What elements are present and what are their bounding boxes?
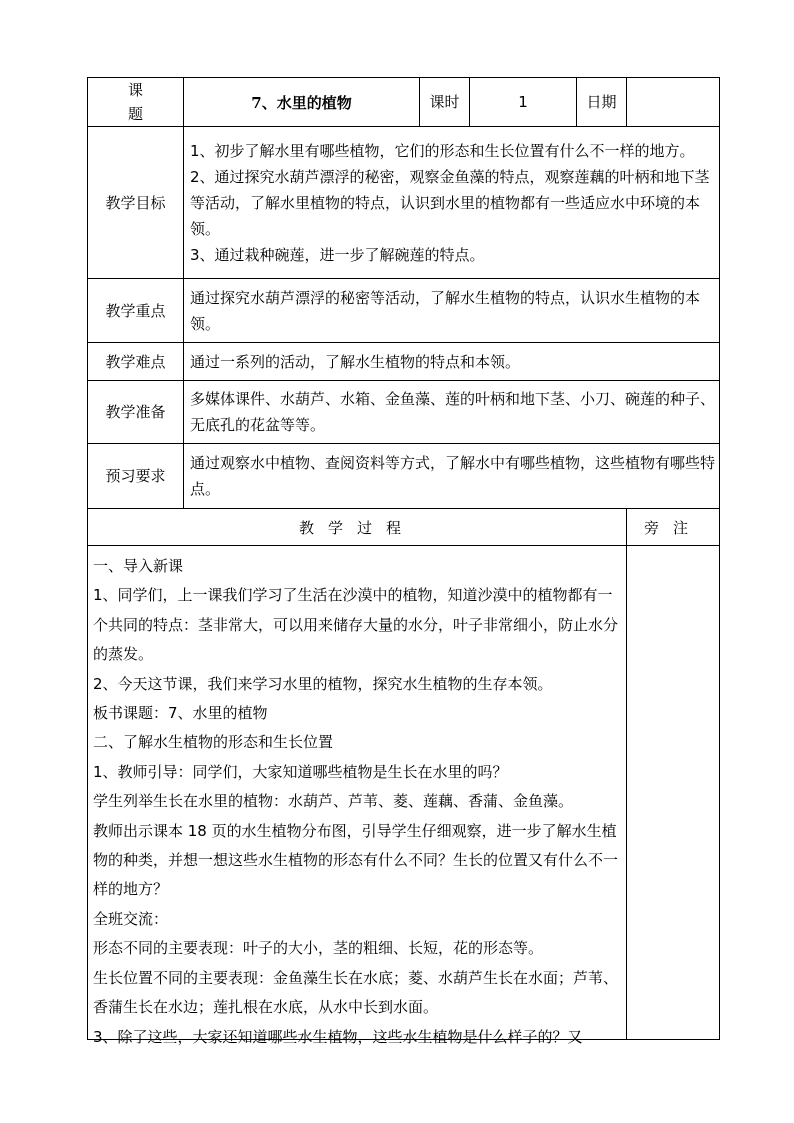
process-line: 学生列举生长在水里的植物：水葫芦、芦苇、菱、莲藕、香蒲、金鱼藻。 bbox=[93, 792, 574, 811]
objective-1: 1、初步了解水里有哪些植物，它们的形态和生长位置有什么不一样的地方。 bbox=[190, 141, 695, 160]
preparation-label: 教学准备 bbox=[88, 381, 184, 444]
header-row bbox=[88, 78, 720, 127]
notes-cell bbox=[627, 546, 720, 1040]
notes-header: 旁注 bbox=[627, 509, 720, 546]
difficulties-content bbox=[184, 343, 720, 381]
process-line: 生长位置不同的主要表现：金鱼藻生长在水底；菱、水葫芦生长在水面；芦苇、香蒲生长在水边；莲扎根在水底，从水中长到水面。 bbox=[93, 968, 619, 1017]
process-header: 教学过程 bbox=[88, 509, 627, 546]
process-text-block bbox=[93, 552, 620, 1046]
difficulties-text: 通过一系列的活动，了解水生植物的特点和本领。 bbox=[190, 352, 521, 371]
process-line: 1、教师引导：同学们，大家知道哪些植物是生长在水里的吗？ bbox=[93, 762, 508, 781]
row-preparation bbox=[88, 381, 720, 444]
process-line: 全班交流： bbox=[93, 909, 169, 928]
lesson-title: 7、水里的植物 bbox=[184, 78, 420, 127]
process-header-row bbox=[88, 509, 720, 546]
objectives-content bbox=[184, 127, 720, 279]
process-line: 3、除了这些，大家还知道哪些水生植物，这些水生植物是什么样子的？又 bbox=[93, 1027, 583, 1046]
preview-label: 预习要求 bbox=[88, 444, 184, 509]
objective-2: 2、通过探究水葫芦漂浮的秘密，观察金鱼藻的特点，观察莲藕的叶柄和地下茎等活动，了解水里植物的特点，认识到水里的植物都有一些适应水中环境的本领。 bbox=[190, 167, 710, 238]
row-key-points bbox=[88, 279, 720, 343]
key-points-text: 通过探究水葫芦漂浮的秘密等活动，了解水生植物的特点，认识水生植物的本领。 bbox=[190, 288, 701, 333]
process-line: 教师出示课本 18 页的水生植物分布图，引导学生仔细观察，进一步了解水生植物的种类，并想一想这些水生植物的形态有什么不同？生长的位置又有什么不一样的地方？ bbox=[93, 821, 619, 899]
process-line: 形态不同的主要表现：叶子的大小，茎的粗细、长短，花的形态等。 bbox=[93, 939, 544, 958]
process-line: 一、导入新课 bbox=[93, 557, 184, 575]
process-line: 二、了解水生植物的形态和生长位置 bbox=[93, 733, 334, 752]
row-objectives bbox=[88, 127, 720, 279]
topic-label: 课 题 bbox=[88, 78, 184, 127]
objective-3: 3、通过栽种碗莲，进一步了解碗莲的特点。 bbox=[190, 245, 485, 264]
date-label: 日期 bbox=[577, 78, 627, 127]
row-difficulties bbox=[88, 343, 720, 381]
row-preview bbox=[88, 444, 720, 509]
process-line: 1、同学们，上一课我们学习了生活在沙漠中的植物，知道沙漠中的植物都有一个共同的特点：茎非常大，可以用来储存大量的水分，叶子非常细小，防止水分的蒸发。 bbox=[93, 586, 619, 664]
period-value: 1 bbox=[470, 78, 577, 127]
preview-content bbox=[184, 444, 720, 509]
date-value bbox=[627, 78, 720, 127]
process-line: 板书课题：7、水里的植物 bbox=[93, 704, 268, 723]
difficulties-label: 教学难点 bbox=[88, 343, 184, 381]
preparation-content bbox=[184, 381, 720, 444]
objectives-label: 教学目标 bbox=[88, 127, 184, 279]
preview-text: 通过观察水中植物、查阅资料等方式，了解水中有哪些植物，这些植物有哪些特点。 bbox=[190, 454, 716, 498]
key-points-content bbox=[184, 279, 720, 343]
lesson-plan-table bbox=[87, 77, 720, 1046]
period-label: 课时 bbox=[420, 78, 470, 127]
process-row bbox=[88, 546, 720, 1040]
preparation-text: 多媒体课件、水葫芦、水箱、金鱼藻、莲的叶柄和地下茎、小刀、碗莲的种子、无底孔的花盆等等。 bbox=[190, 390, 716, 434]
process-content bbox=[88, 546, 627, 1046]
key-points-label: 教学重点 bbox=[88, 279, 184, 343]
process-line: 2、今天这节课，我们来学习水里的植物，探究水生植物的生存本领。 bbox=[93, 674, 553, 693]
